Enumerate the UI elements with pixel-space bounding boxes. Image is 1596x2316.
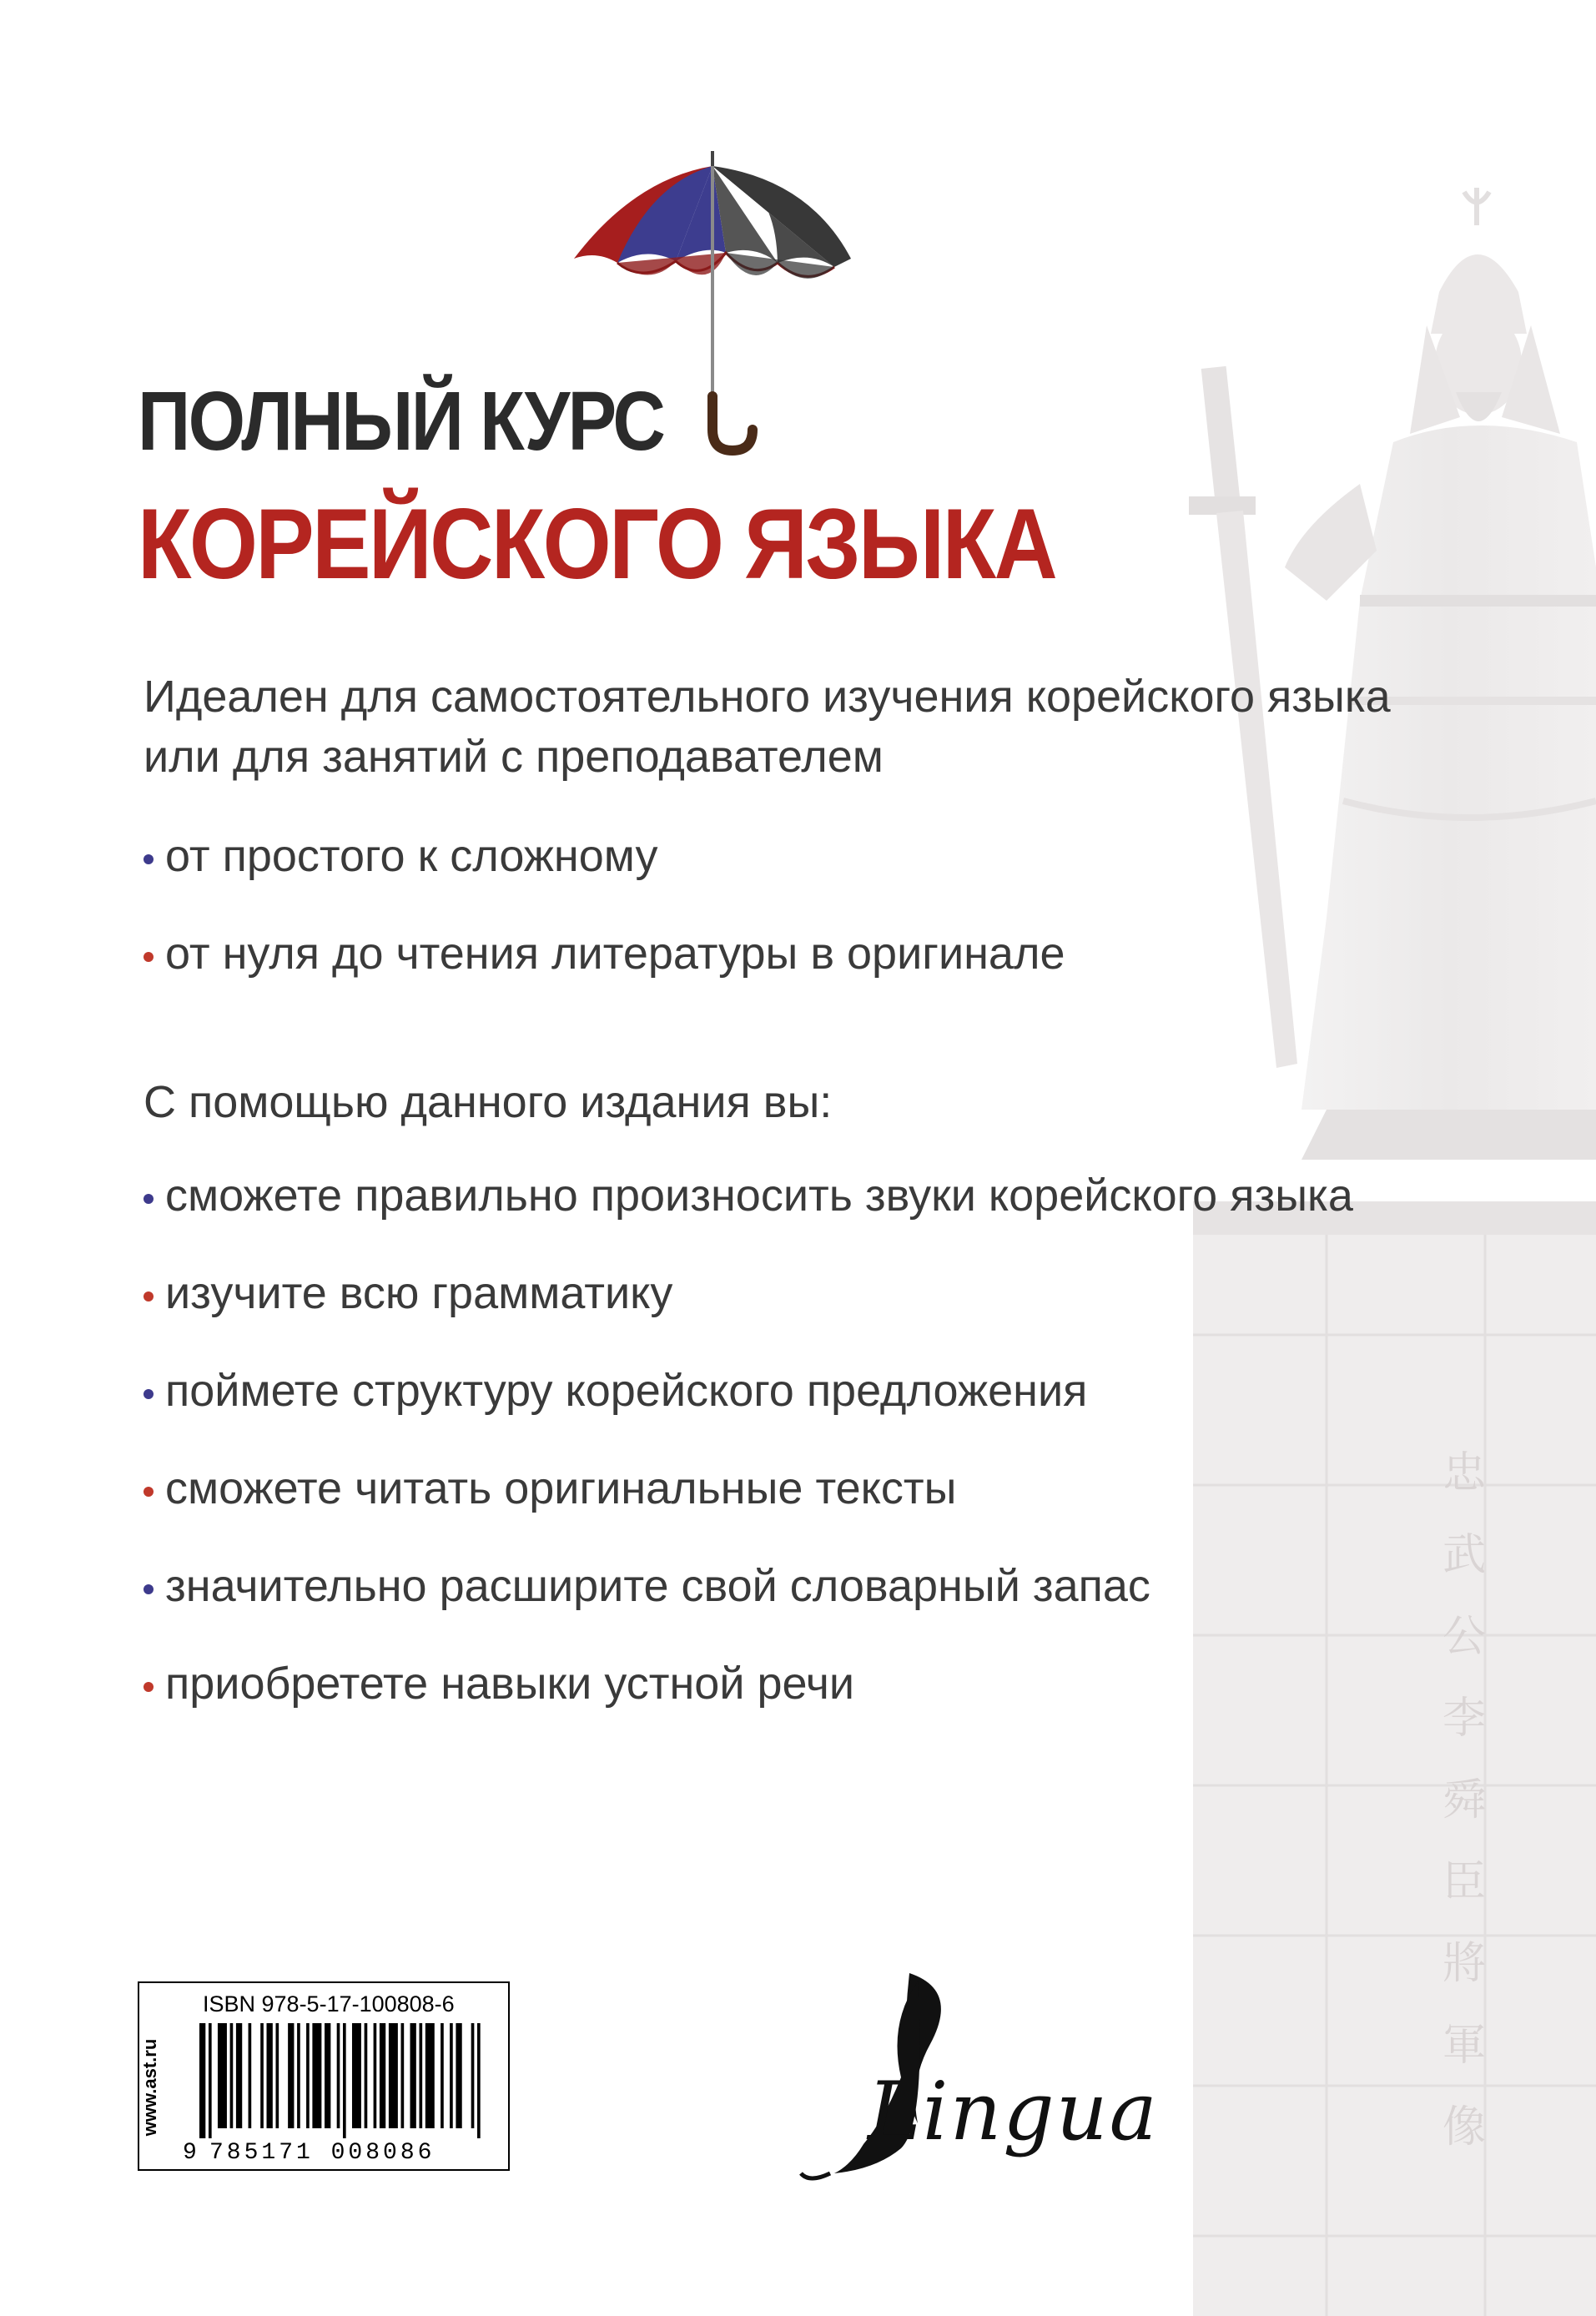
- bullet-icon: [143, 1682, 154, 1692]
- inscription-character: 公: [1442, 1612, 1486, 1662]
- benefit-item: [143, 1563, 1150, 1609]
- inscription-character: 像: [1442, 2102, 1486, 2152]
- bullet-icon: [143, 1291, 154, 1301]
- bullet-icon: [143, 952, 154, 962]
- benefit-item-text: изучите всю грамматику: [165, 1268, 673, 1318]
- bullet-icon: [143, 854, 154, 864]
- barcode-bar: [425, 2023, 435, 2128]
- inscription-character: 武: [1442, 1530, 1486, 1580]
- benefit-item-text: значительно расширите свой словарный запас: [165, 1561, 1150, 1611]
- benefit-item-text: сможете читать оригинальные тексты: [165, 1463, 957, 1513]
- inscription-character: 忠: [1442, 1448, 1486, 1498]
- publisher-url: www.ast.ru: [139, 2038, 160, 2137]
- bullet-icon: [143, 1389, 154, 1399]
- benefits-heading: С помощью данного издания вы:: [143, 1077, 833, 1127]
- feature-item: [143, 929, 1065, 979]
- feature-item-text: от нуля до чтения литературы в оригинале: [165, 929, 1065, 979]
- isbn-text: ISBN 978-5-17-100808-6: [203, 1991, 455, 2016]
- feature-item: [143, 833, 657, 879]
- barcode-bar: [419, 2023, 422, 2128]
- benefit-item: [143, 1463, 957, 1513]
- bullet-icon: [143, 1584, 154, 1594]
- barcode-bar: [380, 2023, 385, 2128]
- barcode-icon: [199, 2023, 486, 2138]
- barcode-bar: [401, 2023, 405, 2128]
- lingua-logo-text: Lingua: [868, 2065, 1159, 2158]
- intro-line-2: или для занятий с преподавателем: [143, 732, 884, 782]
- benefit-item-text: сможете правильно произносить звуки корейского языка: [165, 1171, 1353, 1221]
- inscription-character: 將: [1442, 1939, 1486, 1989]
- barcode-bar: [441, 2023, 444, 2128]
- barcode-bar: [236, 2023, 242, 2128]
- barcode-first-digit: 9: [183, 2140, 197, 2166]
- inscription-character: 軍: [1442, 2021, 1486, 2071]
- barcode-bar: [456, 2023, 461, 2128]
- benefit-item-text: приобретете навыки устной речи: [165, 1659, 855, 1709]
- barcode-bar: [275, 2023, 279, 2128]
- benefit-item: [143, 1366, 1088, 1416]
- barcode-bar: [410, 2023, 416, 2128]
- inscription-character: 舜: [1442, 1775, 1486, 1825]
- bullet-icon: [143, 1194, 154, 1204]
- barcode-bar: [325, 2023, 330, 2128]
- barcode-bar: [297, 2023, 300, 2128]
- barcode-bar: [260, 2023, 264, 2128]
- benefit-item: [143, 1268, 673, 1318]
- barcode-bar: [267, 2023, 273, 2128]
- title-line-1: ПОЛНЫЙ КУРС: [138, 375, 664, 468]
- barcode-bar: [312, 2023, 321, 2128]
- intro-line-1: Идеален для самостоятельного изучения корейского языка: [143, 672, 1391, 722]
- barcode-bar: [343, 2023, 346, 2138]
- title-line-2: КОРЕЙСКОГО ЯЗЫКА: [138, 488, 1056, 600]
- bullet-icon: [143, 1487, 154, 1497]
- barcode-bar: [337, 2023, 340, 2128]
- benefit-item: [143, 1171, 1353, 1221]
- barcode-digits: 785171 008086: [209, 2140, 436, 2166]
- barcode-bar: [374, 2023, 377, 2128]
- statue-inscription: [1435, 1448, 1493, 2188]
- barcode-bar: [477, 2023, 481, 2138]
- barcode-bar: [306, 2023, 310, 2128]
- inscription-character: 臣: [1442, 1857, 1486, 1907]
- barcode-bar: [288, 2023, 294, 2128]
- barcode-bar: [365, 2023, 368, 2128]
- barcode-bar: [352, 2023, 361, 2128]
- barcode-bar: [450, 2023, 453, 2128]
- barcode-bar: [209, 2023, 212, 2138]
- barcode-bar: [471, 2023, 475, 2128]
- inscription-character: 李: [1442, 1694, 1486, 1744]
- benefit-item-text: поймете структуру корейского предложения: [165, 1366, 1088, 1416]
- feature-item-text: от простого к сложному: [165, 831, 658, 881]
- barcode-bar: [230, 2023, 234, 2128]
- barcode-block: [138, 1981, 510, 2171]
- barcode-bar: [199, 2023, 205, 2138]
- barcode-bar: [389, 2023, 398, 2128]
- statue-illustration: [1110, 167, 1596, 2316]
- barcode-bar: [218, 2023, 227, 2128]
- benefit-item: [143, 1659, 855, 1709]
- barcode-bar: [249, 2023, 252, 2128]
